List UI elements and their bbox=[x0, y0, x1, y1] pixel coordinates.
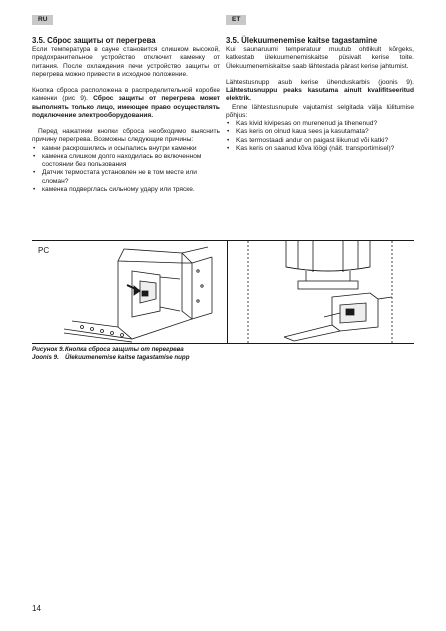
language-tag-et: ET bbox=[226, 15, 246, 25]
list-item: • Kas keris on saanud kõva löögi (näit. transportimisel)? bbox=[236, 145, 414, 153]
page-number: 14 bbox=[32, 604, 41, 613]
figure-label-pc: PC bbox=[38, 246, 50, 255]
paragraph-reset-button-et bbox=[226, 79, 414, 104]
list-item: • Kas keris on olnud kaua sees ja kasutamata? bbox=[236, 128, 414, 136]
caption-number-ru: Рисунок 9. bbox=[32, 346, 65, 353]
figure-9-illustration bbox=[32, 240, 414, 344]
list-item: • каменка слишком долго находилась во включенном состоянии без пользования bbox=[42, 153, 220, 170]
list-item: • каменка подверглась сильному удару или тряске. bbox=[42, 186, 220, 194]
list-item: • Kas termostaadi andur on paigast liikunud või katki? bbox=[236, 137, 414, 145]
figure-caption-ru bbox=[32, 346, 184, 354]
heater-junction-box-drawing bbox=[32, 241, 227, 343]
russian-column bbox=[32, 36, 220, 194]
caption-text-et: Ülekuumenemise kaitse tagastamise nupp bbox=[65, 354, 190, 361]
reset-location-text-et: Lähtestusnupp asub kerise ühenduskarbis (joonis 9). bbox=[226, 78, 414, 86]
list-item: • Датчик термостата установлен не в том месте или сломан? bbox=[42, 169, 220, 186]
causes-list-et bbox=[226, 120, 414, 153]
paragraph-causes-ru: Перед нажатием кнопки сброса необходимо выяснить причину перегрева. Возможны следующие причины: bbox=[32, 128, 220, 144]
reset-location-text-ru: Кнопка сброса расположена в распределительной коробке каменки (рис 9). bbox=[32, 87, 220, 103]
list-item: • Kas kivid kivipesas on murenenud ja tihenenud? bbox=[236, 120, 414, 128]
estonian-column bbox=[226, 36, 414, 153]
caption-number-et: Joonis 9. bbox=[32, 354, 59, 361]
paragraph-causes-et: Enne lähtestusnupule vajutamist selgitada välja lülitumise põhjus: bbox=[226, 103, 414, 119]
section-title-ru: 3.5. Сброс защиты от перегрева bbox=[32, 36, 156, 45]
paragraph-reset-button-ru bbox=[32, 87, 220, 120]
list-item: • камни раскрошились и осыпались внутри каменки bbox=[42, 145, 220, 153]
language-tag-ru: RU bbox=[32, 15, 53, 25]
heater-detail-drawing bbox=[228, 241, 414, 343]
paragraph-overheat-ru: Если температура в сауне становится слишком высокой, предохранительное устройство отключит каменку от питания. После охлаждения печи устройство защиты от перегрева можно привести в исходное положение. bbox=[32, 46, 220, 78]
section-title-et: 3.5. Ülekuumenemise kaitse tagastamine bbox=[226, 36, 378, 45]
paragraph-overheat-et: Kui saunaruumi temperatuur muutub ohtlikult kõrgeks, katkestab ülekuumenemiskaitse püsivalt kerise toite. Ülekuumenemiskaitse saab lähtestada pärast kerise jahtumist. bbox=[226, 46, 414, 70]
reset-warning-et: Lähtestusnuppu peaks kasutama ainult kvalifitseeritud elektrik. bbox=[226, 87, 414, 103]
figure-caption-et bbox=[32, 354, 189, 362]
reset-warning-ru: Сброс защиты от перегрева может выполнять только лицо, имеющее право осуществлять подключение электрооборудования. bbox=[32, 95, 221, 119]
causes-list-ru bbox=[32, 145, 220, 195]
caption-text-ru: Кнопка сброса защиты от перегрева bbox=[65, 346, 184, 353]
